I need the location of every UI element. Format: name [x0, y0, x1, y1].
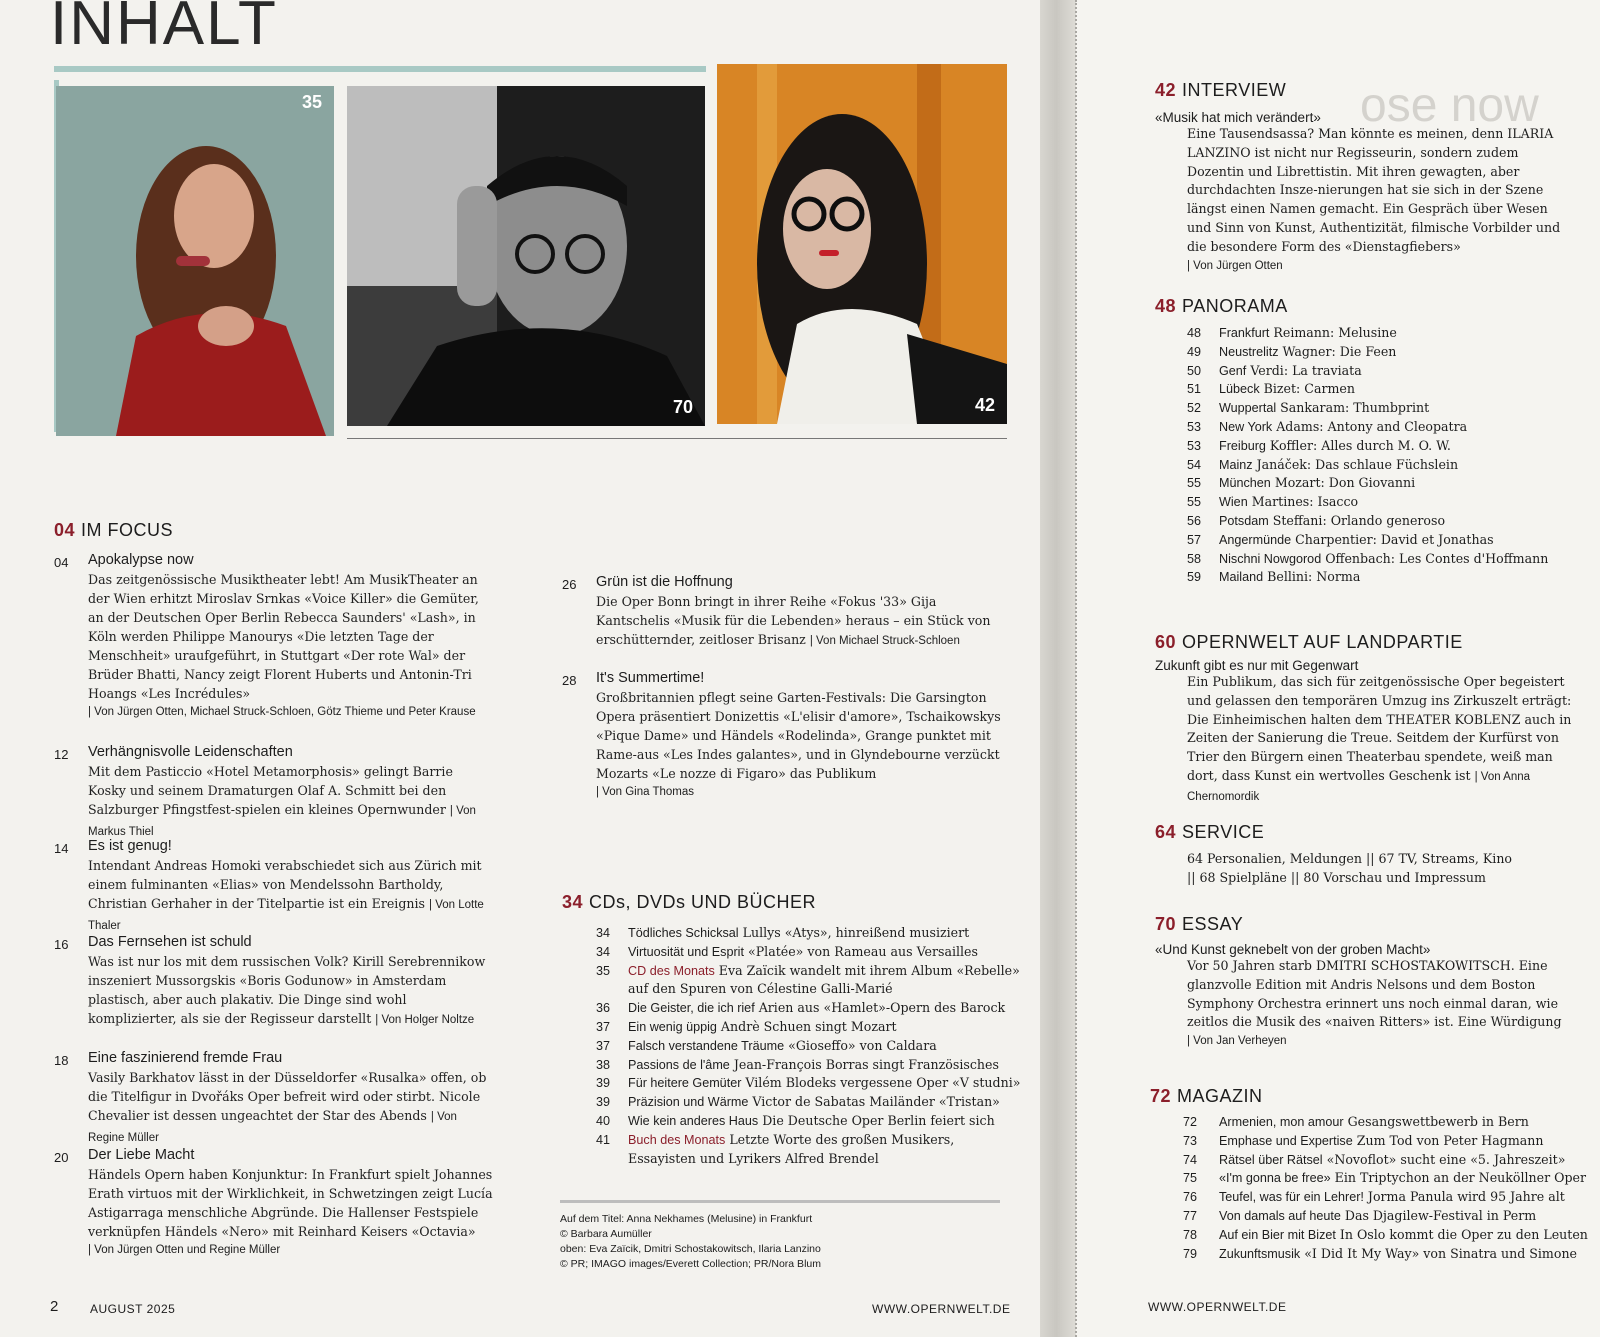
photo-soprano	[56, 86, 334, 436]
list-item-page-number: 55	[1187, 476, 1202, 491]
list-item-highlight: Genf	[1219, 363, 1247, 378]
list-item-page-number	[596, 980, 628, 999]
photo-director	[717, 64, 1007, 424]
entry-title: Das Fernsehen ist schuld	[88, 934, 252, 950]
list-item-highlight: Wien	[1219, 495, 1248, 510]
list-item-description: Bizet: Carmen	[1259, 381, 1355, 397]
list-item	[596, 943, 1020, 962]
list-item	[1183, 1188, 1588, 1207]
entry-body-text: Vasily Barkhatov lässt in der Düsseldorfer «Rusalka» offen, ob die Titelfigur in Dvořáks Oper befreit wird oder stirbt. Nicole Chevalier ist dessen ungeachtet der Star des Abends	[88, 1070, 487, 1123]
list-item	[596, 1074, 1020, 1093]
entry-title: Eine faszinierend fremde Frau	[88, 1050, 283, 1066]
list-item	[596, 1093, 1020, 1112]
entry-body	[596, 592, 1002, 651]
list-item	[596, 1150, 1020, 1169]
list-item-text	[1219, 474, 1415, 493]
page-number: 2	[50, 1298, 59, 1315]
list-item-highlight: Teufel, was für ein Lehrer!	[1219, 1190, 1364, 1205]
entry-author: | Von Markus Thiel	[88, 805, 476, 838]
list-item-highlight: Zukunftsmusik	[1219, 1246, 1301, 1261]
entry-body-text: Mit dem Pasticcio «Hotel Metamorphosis» gelingt Barrie Kosky und seinem Dramaturgen Olaf A. Schmitt bei den Salzburger Pfingstfest-spielen ein kleines Opernwunder	[88, 764, 453, 817]
list-item-page-number: 38	[596, 1057, 611, 1072]
section-page-number: 34	[562, 892, 584, 912]
list-item-description: Charpentier: David et Jonathas	[1291, 531, 1494, 547]
list-item-highlight: Emphase und Expertise	[1219, 1133, 1353, 1148]
section-landpartie	[1155, 632, 1463, 653]
list-item-page-number: 75	[1183, 1171, 1198, 1186]
list-item-description: Adams: Antony and Cleopatra	[1272, 418, 1468, 434]
list-item-page-number: 39	[596, 1095, 611, 1110]
list-item	[1183, 1132, 1588, 1151]
entry-body	[88, 1068, 494, 1148]
page-title: INHALT	[50, 0, 278, 58]
list-item-highlight: Wie kein anderes Haus	[628, 1113, 759, 1128]
list-item-description: Verdi: La traviata	[1246, 362, 1362, 378]
section-page-number: 70	[1155, 914, 1177, 934]
list-item-description: auf den Spuren von Célestine Galli-Marié	[628, 981, 893, 997]
list-item	[1187, 343, 1548, 362]
entry-body	[88, 856, 494, 936]
list-item	[1183, 1151, 1588, 1170]
entry-page-number: 12	[54, 747, 69, 762]
list-item-description: Essayisten und Lyrikers Alfred Brendel	[628, 1150, 879, 1166]
list-item	[1187, 493, 1548, 512]
list-item-page-number: 50	[1187, 363, 1202, 378]
list-item-text	[1219, 399, 1429, 418]
list-item	[1183, 1169, 1588, 1188]
entry-page-number: 28	[562, 673, 577, 688]
section-label: SERVICE	[1182, 822, 1265, 842]
service-line: 64 Personalien, Meldungen || 67 TV, Streams, Kino	[1187, 851, 1513, 866]
list-item-description: Martines: Isacco	[1247, 494, 1359, 510]
list-item	[596, 999, 1020, 1018]
list-item-description: Ein Triptychon an der Neuköllner Oper	[1330, 1170, 1586, 1186]
list-item	[1187, 380, 1548, 399]
list-item-page-number: 59	[1187, 570, 1202, 585]
list-item-page-number: 53	[1187, 438, 1202, 453]
list-item-description: Reimann: Melusine	[1269, 325, 1397, 340]
list-item	[1187, 474, 1548, 493]
list-item	[1187, 399, 1548, 418]
section-service	[1155, 822, 1264, 843]
entry-body: Händels Opern haben Konjunktur: In Frankfurt spielt Johannes Erath virtuos mit der Wirklichkeit, in Schwetzingen zeigt Lucía Astigarraga menschliche Abgründe. Die Hallenser Festspiele verknüpfen Händels «Nero» mit Reinhard Keisers «Octavia»	[88, 1167, 493, 1239]
entry-author: | Von Lotte Thaler	[88, 899, 484, 932]
photo-page-number: 42	[974, 395, 995, 415]
magazin-list	[1183, 1113, 1588, 1263]
section-body-text: Ein Publikum, das sich für zeitgenössische Oper begeistert und gelassen den temporären Umzug ins Zirkuszelt erträgt: Die Einheimischen halten dem THEATER KOBLENZ auch in Zeiten der Sanierung die Treue. Seitdem der Kurfürst von Trier den Bürgern einen Theaterbau spendete, weiß man dort, dass Kunst ein wertvolles Geschenk ist	[1187, 674, 1572, 783]
list-item-page-number: 53	[1187, 419, 1202, 434]
list-item-text	[628, 1037, 937, 1056]
list-item-text	[628, 1150, 879, 1169]
list-item-text	[1219, 568, 1360, 587]
list-item	[1183, 1226, 1588, 1245]
list-item-page-number: 36	[596, 1001, 611, 1016]
list-item-highlight: Mainz	[1219, 457, 1253, 472]
list-item-highlight: Für heitere Gemüter	[628, 1076, 742, 1091]
list-item-page-number: 39	[596, 1076, 611, 1091]
list-item-description: «Novoflot» sucht eine «5. Jahreszeit»	[1322, 1151, 1566, 1167]
list-item-description: Sankaram: Thumbprint	[1276, 400, 1430, 416]
entry-title: Apokalypse now	[88, 552, 194, 568]
list-item-highlight: Falsch verstandene Träume	[628, 1038, 785, 1053]
list-item	[596, 980, 1020, 999]
list-item-text	[628, 980, 893, 999]
list-item-text	[1219, 1151, 1565, 1170]
list-item-description: Victor de Sabatas Mailänder «Tristan»	[748, 1094, 1000, 1110]
photo-divider	[347, 438, 1007, 439]
list-item-text	[1219, 1226, 1588, 1245]
list-item-highlight: Passions de l'âme	[628, 1057, 730, 1072]
entry-title: Der Liebe Macht	[88, 1147, 195, 1163]
list-item-highlight: Armenien, mon amour	[1219, 1115, 1344, 1129]
list-item-text	[628, 1112, 995, 1131]
list-item-accent: CD des Monats	[628, 963, 715, 978]
photo-caption	[560, 1212, 821, 1272]
section-label: IM FOCUS	[81, 520, 174, 540]
caption-line: © PR; IMAGO images/Everett Collection; PR/Nora Blum	[560, 1258, 821, 1270]
section-subtitle: «Musik hat mich verändert»	[1155, 110, 1321, 125]
section-label: INTERVIEW	[1182, 80, 1287, 100]
toc-entry	[54, 934, 494, 1030]
website-url: WWW.OPERNWELT.DE	[1148, 1300, 1287, 1314]
list-item-text	[1219, 1169, 1586, 1188]
list-item-text	[628, 1056, 999, 1075]
list-item-description: Steffani: Orlando generoso	[1268, 512, 1446, 528]
section-magazin	[1150, 1086, 1263, 1107]
toc-entry	[562, 574, 1002, 651]
list-item-text	[1219, 362, 1362, 381]
list-item-page-number: 76	[1183, 1190, 1198, 1205]
list-item-page-number: 51	[1187, 382, 1202, 397]
caption-line: © Barbara Aumüller	[560, 1228, 652, 1240]
landpartie-block	[1155, 658, 1575, 807]
list-item-highlight: «I'm gonna be free»	[1219, 1171, 1331, 1186]
list-item-highlight: Freiburg	[1219, 438, 1266, 453]
list-item	[596, 1131, 1020, 1150]
list-item-highlight: Präzision und Wärme	[628, 1095, 749, 1110]
list-item-text	[1219, 456, 1458, 475]
list-item-description: Vilém Blodeks vergessene Oper «V studni»	[741, 1075, 1021, 1091]
list-item-description: Zum Tod von Peter Hagmann	[1352, 1132, 1544, 1148]
section-label: MAGAZIN	[1177, 1086, 1263, 1106]
entry-author: | Von Jürgen Otten, Michael Struck-Schloen, Götz Thieme und Peter Krause	[88, 706, 476, 718]
list-item-text	[628, 1018, 897, 1037]
list-item-text	[628, 999, 1005, 1018]
toc-entry	[562, 670, 1002, 802]
entry-page-number: 20	[54, 1150, 69, 1165]
list-item-page-number: 37	[596, 1038, 611, 1053]
list-item-text	[628, 1131, 954, 1150]
list-item-text	[628, 962, 1020, 981]
list-item-page-number: 57	[1187, 532, 1202, 547]
list-item	[1183, 1245, 1588, 1264]
website-url: WWW.OPERNWELT.DE	[872, 1302, 1011, 1316]
list-item	[1187, 456, 1548, 475]
entry-author: | Von Michael Struck-Schloen	[809, 635, 960, 647]
essay-block	[1155, 942, 1575, 1051]
list-item-description: Wagner: Die Feen	[1278, 343, 1397, 359]
list-item-description: Koffler: Alles durch M. O. W.	[1265, 437, 1451, 453]
toc-entry	[54, 838, 494, 936]
list-item-text	[1219, 343, 1396, 362]
list-item-page-number: 41	[596, 1132, 611, 1147]
list-item-text	[1219, 380, 1355, 399]
list-item-text	[1219, 512, 1445, 531]
list-item-highlight: Rätsel über Rätsel	[1219, 1152, 1323, 1167]
list-item-description: Eva Zaïcik wandelt mit ihrem Album «Rebelle»	[714, 962, 1020, 978]
section-page-number: 48	[1155, 296, 1177, 316]
section-page-number: 72	[1150, 1086, 1172, 1106]
list-item-text	[628, 924, 969, 943]
service-block	[1187, 850, 1587, 888]
entry-page-number: 14	[54, 841, 69, 856]
list-item-page-number: 78	[1183, 1227, 1198, 1242]
list-item-highlight: Wuppertal	[1219, 401, 1277, 416]
caption-line: Auf dem Titel: Anna Nekhames (Melusine) in Frankfurt	[560, 1213, 813, 1225]
section-page-number: 60	[1155, 632, 1177, 652]
section-page-number: 64	[1155, 822, 1177, 842]
section-im-focus	[54, 520, 173, 541]
list-item-highlight: Die Geister, die ich rief	[628, 1001, 755, 1016]
list-item-highlight: Frankfurt	[1219, 326, 1270, 340]
entry-body: Das zeitgenössische Musiktheater lebt! Am MusikTheater an der Wien erhitzt Miroslav Srnkas «Voice Killer» die Gemüter, an der Deutschen Oper Berlin Rebecca Saunders' «Lash», in Köln werden Philippe Manourys «Die letzten Tage der Menschheit» uraufgeführt, in Stuttgart «Der rote Wal» der Brüder Bhatti, Nancy zeigt Florent Huberts und Antonin-Tri Hoangs «Les Incrédules»	[88, 572, 479, 701]
section-author: | Von Jürgen Otten	[1187, 259, 1283, 272]
list-item-highlight: Potsdam	[1219, 513, 1269, 528]
section-author: | Von Anna Chernomordik	[1187, 770, 1531, 803]
list-item-highlight: Mailand	[1219, 570, 1264, 585]
entry-page-number: 26	[562, 577, 577, 592]
section-body: Eine Tausendsassa? Man könnte es meinen, denn ILARIA LANZINO ist nicht nur Regisseurin, sondern zudem Dozentin und Librettistin. Mit ihren gewagten, aber durchdachten Insze-nierungen hat sie sich in der Szene längst einen Namen gemacht. Ein Gespräch über Wesen und Sinn von Kunst, Authentizität, filmische Vorbilder und die besondere Form des «Dienstagfiebers»	[1187, 126, 1561, 254]
list-item-description: Arien aus «Hamlet»-Opern des Barock	[754, 1000, 1006, 1016]
list-item-page-number: 49	[1187, 344, 1202, 359]
list-item-page-number: 48	[1187, 326, 1202, 340]
entry-author: | Von Gina Thomas	[596, 786, 695, 798]
section-label: ESSAY	[1182, 914, 1244, 934]
list-item-text	[1219, 550, 1548, 569]
list-item-description: Offenbach: Les Contes d'Hoffmann	[1321, 550, 1549, 566]
section-body	[1155, 673, 1575, 807]
list-item-accent: Buch des Monats	[628, 1132, 726, 1147]
list-item	[1187, 324, 1548, 343]
entry-title: Grün ist die Hoffnung	[596, 574, 733, 590]
list-item	[596, 1056, 1020, 1075]
toc-entry	[54, 552, 494, 722]
section-essay	[1155, 914, 1243, 935]
list-item-page-number: 54	[1187, 457, 1202, 472]
list-item	[596, 1112, 1020, 1131]
list-item-highlight: Virtuosität und Esprit	[628, 944, 744, 959]
entry-title: Verhängnisvolle Leidenschaften	[88, 744, 293, 760]
list-item-description: Das Djagilew-Festival in Perm	[1340, 1207, 1537, 1223]
list-item-page-number: 34	[596, 944, 611, 959]
caption-rule	[560, 1200, 1000, 1203]
entry-body	[88, 762, 494, 842]
list-item-description: Letzte Worte des großen Musikers,	[725, 1131, 955, 1147]
list-item-text	[1219, 1113, 1529, 1132]
entry-page-number: 16	[54, 937, 69, 952]
photo-page-number: 35	[301, 92, 322, 112]
section-panorama	[1155, 296, 1288, 317]
section-label: OPERNWELT AUF LANDPARTIE	[1182, 632, 1463, 652]
list-item-highlight: Ein wenig üppig	[628, 1019, 717, 1034]
list-item-text	[1219, 437, 1451, 456]
list-item-page-number: 52	[1187, 401, 1202, 416]
list-item-page-number: 40	[596, 1113, 611, 1128]
list-item-text	[1219, 1245, 1577, 1264]
list-item-page-number: 77	[1183, 1208, 1198, 1223]
section-page-number: 42	[1155, 80, 1177, 100]
list-item-page-number: 74	[1183, 1152, 1198, 1167]
list-item-page-number: 34	[596, 926, 611, 940]
page-gutter	[1040, 0, 1076, 1337]
entry-author: | Von Jürgen Otten und Regine Müller	[88, 1244, 281, 1256]
list-item-description: «Gioseffo» von Caldara	[784, 1037, 937, 1053]
list-item-text	[1219, 418, 1467, 437]
section-author: | Von Jan Verheyen	[1187, 1035, 1287, 1048]
dotted-fold-line	[1075, 0, 1077, 1337]
list-item-description: Andrè Schuen singt Mozart	[716, 1018, 897, 1034]
entry-body	[88, 952, 494, 1030]
list-item	[596, 1037, 1020, 1056]
list-item-highlight: Neustrelitz	[1219, 344, 1279, 359]
list-item-page-number: 56	[1187, 513, 1202, 528]
list-item-page-number: 55	[1187, 495, 1202, 510]
list-item-page-number: 35	[596, 963, 611, 978]
list-item-highlight: New York	[1219, 419, 1273, 434]
toc-entry	[54, 1147, 494, 1260]
list-item	[1187, 437, 1548, 456]
list-item-description: «Platée» von Rameau aus Versailles	[743, 943, 978, 959]
list-item	[596, 924, 1020, 943]
list-item	[1187, 550, 1548, 569]
section-label: PANORAMA	[1182, 296, 1288, 316]
list-item-description: Mozart: Don Giovanni	[1270, 475, 1416, 491]
list-item	[1187, 418, 1548, 437]
list-item-highlight: Auf ein Bier mit Bizet	[1219, 1227, 1336, 1242]
list-item-page-number: 79	[1183, 1246, 1198, 1261]
list-item-text	[1219, 493, 1358, 512]
list-item	[1183, 1207, 1588, 1226]
list-item-description: «I Did It My Way» von Sinatra und Simone	[1300, 1245, 1578, 1261]
list-item	[1187, 531, 1548, 550]
service-line: || 68 Spielpläne || 80 Vorschau und Impressum	[1187, 869, 1486, 885]
entry-title: Es ist genug!	[88, 838, 172, 854]
section-body: Vor 50 Jahren starb DMITRI SCHOSTAKOWITSCH. Eine glanzvolle Edition mit Andris Nelsons und dem Boston Symphony Orchestra erinnert uns noch einmal daran, wie zeitlos die Musik des «naiven Ritters» ist. Eine Würdigung	[1187, 958, 1562, 1030]
list-item	[1183, 1113, 1588, 1132]
list-item-text	[1219, 1207, 1536, 1226]
list-item-description: Gesangswettbewerb in Bern	[1343, 1114, 1529, 1129]
list-item-highlight: Lübeck	[1219, 382, 1260, 397]
entry-body-text: Die Oper Bonn bringt in ihrer Reihe «Fokus '33» Gija Kantschelis «Musik für die Lebenden» heraus – ein Stück von erschütternder, zeitloser Brisanz	[596, 594, 991, 647]
section-page-number: 04	[54, 520, 76, 540]
section-cds	[562, 892, 816, 913]
cds-list	[596, 924, 1020, 1168]
list-item-description: Lullys «Atys», hinreißend musiziert	[738, 925, 970, 940]
photo-composer	[347, 86, 705, 426]
section-subtitle: «Und Kunst geknebelt von der groben Macht»	[1155, 942, 1431, 957]
list-item-text	[628, 1074, 1020, 1093]
list-item-highlight: Von damals auf heute	[1219, 1208, 1341, 1223]
list-item-highlight: München	[1219, 476, 1271, 491]
section-subtitle: Zukunft gibt es nur mit Gegenwart	[1155, 658, 1359, 673]
caption-line: oben: Eva Zaïcik, Dmitri Schostakowitsch, Ilaria Lanzino	[560, 1243, 821, 1255]
list-item-description: Bellini: Norma	[1263, 569, 1361, 585]
toc-entry	[54, 1050, 494, 1148]
list-item-page-number: 73	[1183, 1133, 1198, 1148]
entry-page-number: 18	[54, 1053, 69, 1068]
entry-page-number: 04	[54, 555, 69, 570]
list-item-highlight: Nischni Nowgorod	[1219, 551, 1322, 566]
entry-body-text: Intendant Andreas Homoki verabschiedet sich aus Zürich mit einem fulminanten «Elias» von Mendelssohn Bartholdy, Christian Gerhaher in der Titelpartie ist ein Ereignis	[88, 858, 482, 911]
list-item-text	[1219, 531, 1494, 550]
list-item-description: Jorma Panula wird 95 Jahre alt	[1363, 1189, 1565, 1205]
list-item-description: Die Deutsche Oper Berlin feiert sich	[758, 1112, 995, 1128]
toc-entry	[54, 744, 494, 842]
teal-accent-bar	[54, 66, 706, 72]
list-item-description: Janáček: Das schlaue Füchslein	[1252, 456, 1459, 472]
list-item-text	[628, 1093, 1000, 1112]
list-item-description: In Oslo kommt die Oper zu den Leuten	[1335, 1226, 1588, 1242]
entry-author: | Von Regine Müller	[88, 1111, 457, 1144]
list-item	[1187, 362, 1548, 381]
list-item-page-number	[596, 1150, 628, 1169]
list-item-text	[628, 943, 978, 962]
list-item	[1187, 568, 1548, 587]
list-item-text	[1219, 324, 1397, 343]
list-item	[596, 962, 1020, 981]
list-item-highlight: Tödliches Schicksal	[628, 926, 739, 940]
entry-author: | Von Holger Noltze	[375, 1014, 475, 1026]
list-item-description: Jean-François Borras singt Französisches	[729, 1056, 999, 1072]
list-item-highlight: Angermünde	[1219, 532, 1292, 547]
photo-page-number: 70	[672, 397, 693, 417]
list-item-page-number: 58	[1187, 551, 1202, 566]
entry-body-text: Was ist nur los mit dem russischen Volk? Kirill Serebrennikow inszeniert Mussorgskis «Boris Godunow» in Amsterdam plastisch, aber auch plakativ. Die Dinge sind wohl komplizierter, als sie der Regisseur darstellt	[88, 954, 486, 1026]
list-item	[1187, 512, 1548, 531]
list-item-page-number: 72	[1183, 1115, 1198, 1129]
interview-block	[1155, 110, 1575, 276]
issue-date: AUGUST 2025	[90, 1302, 176, 1316]
bleed-through-text: ose now	[1360, 79, 1539, 132]
list-item-text	[1219, 1188, 1565, 1207]
section-label: CDs, DVDs UND BÜCHER	[589, 892, 817, 912]
entry-body: Großbritannien pflegt seine Garten-Festivals: Die Garsington Opera präsentiert Donizettis «L'elisir d'amore», Tschaikowskys «Pique Dame» und Händels «Rodelinda», Grange punktet mit Rame-aus «Les Indes galantes», und in Glyndebourne verzückt Mozarts «Le nozze di Figaro» das Publikum	[596, 690, 1001, 781]
list-item-page-number: 37	[596, 1019, 611, 1034]
list-item	[596, 1018, 1020, 1037]
panorama-list	[1187, 324, 1548, 587]
section-interview	[1155, 80, 1286, 101]
entry-title: It's Summertime!	[596, 670, 705, 686]
list-item-text	[1219, 1132, 1544, 1151]
